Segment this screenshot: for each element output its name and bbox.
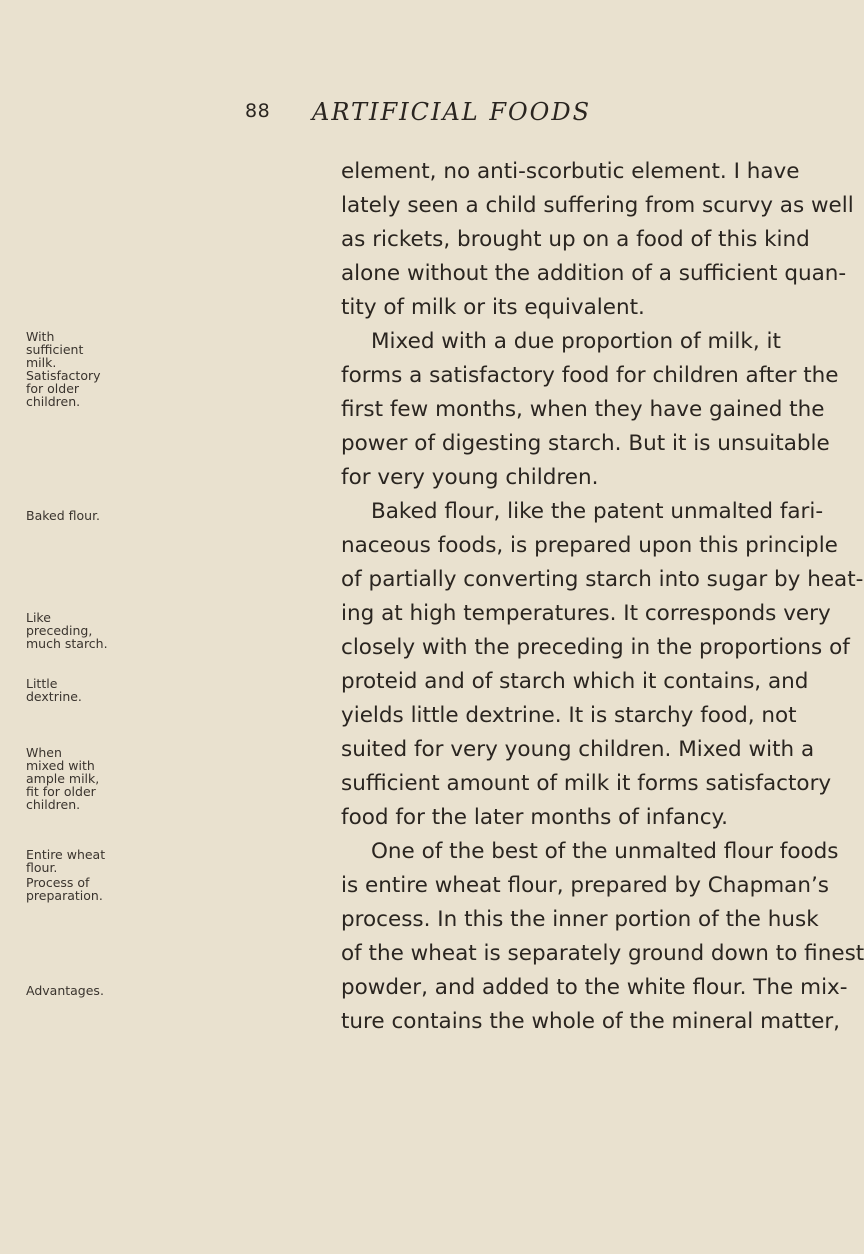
margin-note-line: ample milk, — [26, 771, 100, 786]
body-line: power of digesting starch. But it is unsuitable — [341, 431, 830, 456]
margin-note-line: mixed with — [26, 758, 95, 773]
running-title: ARTIFICIAL FOODS — [312, 98, 592, 126]
body-line: is entire wheat flour, prepared by Chapman’s — [341, 873, 829, 898]
margin-note-advantages — [26, 984, 146, 997]
margin-note-line: preparation. — [26, 888, 103, 903]
margin-note-line: children. — [26, 797, 81, 812]
body-line: ing at high temperatures. It corresponds very — [341, 601, 831, 626]
margin-note-like-preceding — [26, 611, 146, 650]
margin-note-line: for older — [26, 381, 80, 396]
margin-note-line: milk. — [26, 355, 57, 370]
body-line: process. In this the inner portion of the husk — [341, 907, 819, 932]
margin-note-little-dextrine — [26, 677, 146, 703]
body-line: as rickets, brought up on a food of this kind — [341, 227, 810, 252]
body-line: for very young children. — [341, 465, 599, 490]
margin-note-with-milk — [26, 330, 146, 408]
body-line: naceous foods, is prepared upon this principle — [341, 533, 838, 558]
body-line: powder, and added to the white flour. The mix- — [341, 975, 848, 1000]
margin-note-line: Satisfactory — [26, 368, 101, 383]
margin-note-line: When — [26, 745, 62, 760]
body-line: closely with the preceding in the proportions of — [341, 635, 850, 660]
body-line: food for the later months of infancy. — [341, 805, 729, 830]
margin-note-line: dextrine. — [26, 689, 82, 704]
body-line: Mixed with a due proportion of milk, it — [371, 329, 781, 354]
margin-note-line: fit for older — [26, 784, 96, 799]
margin-note-line: Little — [26, 676, 58, 691]
margin-note-line: Process of — [26, 875, 90, 890]
page-number: 88 — [245, 100, 271, 122]
body-line: One of the best of the unmalted flour foods — [371, 839, 839, 864]
body-line: ture contains the whole of the mineral matter, — [341, 1009, 840, 1034]
body-line: tity of milk or its equivalent. — [341, 295, 645, 320]
margin-note-line: Advantages. — [26, 983, 104, 998]
margin-note-line: flour. — [26, 860, 58, 875]
body-line: proteid and of starch which it contains, and — [341, 669, 809, 694]
margin-note-when-mixed — [26, 746, 146, 811]
body-line: of partially converting starch into sugar by heat- — [341, 567, 864, 592]
margin-note-line: children. — [26, 394, 81, 409]
margin-note-baked-flour — [26, 509, 146, 522]
margin-note-process — [26, 876, 146, 902]
body-line: first few months, when they have gained the — [341, 397, 825, 422]
margin-note-line: With — [26, 329, 55, 344]
body-line: suited for very young children. Mixed with a — [341, 737, 815, 762]
body-line: alone without the addition of a sufficient quan- — [341, 261, 847, 286]
margin-note-line: much starch. — [26, 636, 108, 651]
margin-note-line: Baked flour. — [26, 508, 101, 523]
body-line: lately seen a child suffering from scurvy as well — [341, 193, 854, 218]
body-line: sufficient amount of milk it forms satisfactory — [341, 771, 832, 796]
body-line: Baked flour, like the patent unmalted fari- — [371, 499, 824, 524]
margin-note-line: Like — [26, 610, 51, 625]
margin-note-line: Entire wheat — [26, 847, 106, 862]
margin-note-line: sufficient — [26, 342, 84, 357]
margin-note-entire-wheat — [26, 848, 146, 874]
body-line: element, no anti-scorbutic element. I have — [341, 159, 800, 184]
body-line: yields little dextrine. It is starchy food, not — [341, 703, 797, 728]
margin-note-line: preceding, — [26, 623, 93, 638]
body-line: forms a satisfactory food for children after the — [341, 363, 839, 388]
body-line: of the wheat is separately ground down to finest — [341, 941, 864, 966]
